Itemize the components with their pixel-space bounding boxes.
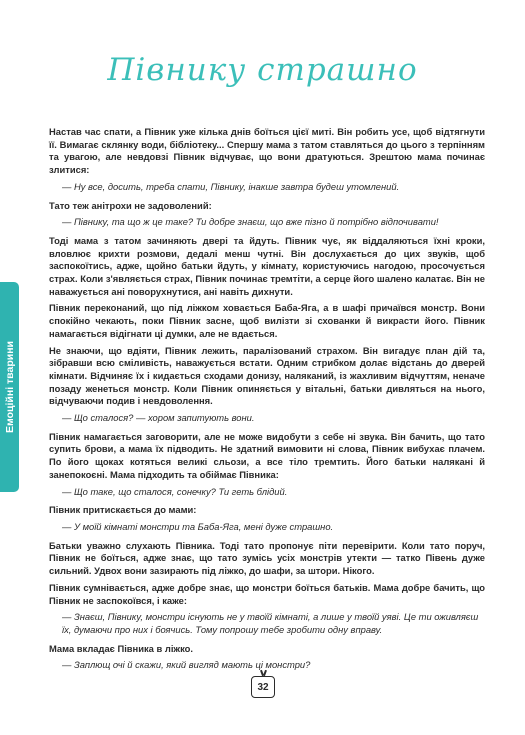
dialogue-line: — Що таке, що сталося, сонечку? Ти геть блідий. [62, 485, 288, 497]
chapter-side-tab [0, 282, 19, 492]
dialogue-line: — Знаєш, Півнику, монстри існують не у твоїй кімнаті, а лише у твоїй уяві. Це ти оживляєш їх, думаючи про них і боячись. Тому попрошу тебе зробити одну вправу. [62, 611, 479, 635]
paragraph: Мама вкладає Півника в ліжко. [49, 642, 193, 654]
dialogue-line: — Що сталося? — хором запитують вони. [62, 412, 255, 424]
dialogue-line: — Півнику, та що ж це таке? Ти добре знаєш, що вже пізно й потрібно відпочивати! [62, 216, 439, 228]
chapter-side-tab-label: Емоційні тварини [3, 340, 16, 434]
page-number: 32 [257, 681, 269, 693]
paragraph: Батьки уважно слухають Півника. Тоді тато пропонує піти перевірити. Коли тато поруч, Півник не боїться, адже знає, що тато зумісь усіх монстрів утекти — татко Півень дуже сильний. Удвох вони зазирають під ліжко, до шафи, за штори. Нікого. [49, 539, 485, 577]
paragraph: Настав час спати, а Півник уже кілька днів боїться цієї миті. Він робить усе, щоб відтягнути її. Вимагає склянку води, бібліотеку... Спершу мама з татом ставляться до цього з терпінням та увагою, але невдовзі Півник відчуває, що вони дратуються. Зрештою мама починає злитися: [49, 126, 485, 176]
dialogue-line: — У моїй кімнаті монстри та Баба-Яга, мені дуже страшно. [62, 520, 334, 532]
page-title: Півнику страшно [107, 52, 418, 88]
paragraph: Півник сумнівається, адже добре знає, що монстри боїться батьків. Мама добре бачить, що Півник не заспокоївся, і каже: [49, 581, 485, 606]
paragraph: Тоді мама з татом зачиняють двері та йдуть. Півник чує, як віддаляються їхні кроки, вловлює крихти розмови, дедалі менш чутні. Він дослухається до цих звуків, щоб заспокоїтись, адже, щойно батьки йдуть, у кімнату, користуючись нагодою, просочується страх. Коли з'являється страх, Півник починає тремтіти, а серце його шалено калатає. Він не наважується ані поворухнутися, ані навіть дихнути. [49, 234, 485, 297]
paragraph: Півник переконаний, що під ліжком ховається Баба-Яга, а в шафі причаївся монстр. Вони спокійно чекають, поки Півник засне, щоб вилізти зі схованки й викрасти його. Півник намагається відігнати ці думки, але не вдається. [49, 302, 485, 339]
paragraph: Не знаючи, що вдіяти, Півник лежить, паралізований страхом. Він вигадує план дій та, зібравши всю сміливість, наважується встати. Одним стрибком долає відстань до дверей кімнати. Відчиняє їх і кидається сходами донизу, наляканий, із жахливим відчуттям, неначе позаду женеться монстр. Коли Півник опиняється у вітальні, батьки дивляться на нього, відчуваючи подив і невдоволення. [49, 344, 485, 407]
paragraph: Півник намагається заговорити, але не може видобути з себе ні звука. Він бачить, що тато супить брови, а мама їх підводить. Не здатний вимовити ні слова, Півник вибухає плачем. По його щоках котяться великі сльози, а все тіло тремтить. Його батьки налякані й занепокоєні. Мама підходить та обіймає Півника: [49, 430, 485, 480]
dialogue-line: — Заплющ очі й скажи, який вигляд мають ці монстри? [62, 659, 311, 671]
paragraph: Тато теж анітрохи не задоволений: [49, 199, 212, 211]
dialogue-line: — Ну все, досить, треба спати, Півнику, інакше завтра будеш утомлений. [62, 180, 400, 192]
story-text [49, 126, 485, 678]
paragraph: Півник притискається до мами: [49, 504, 197, 516]
page-number-box [251, 676, 275, 698]
